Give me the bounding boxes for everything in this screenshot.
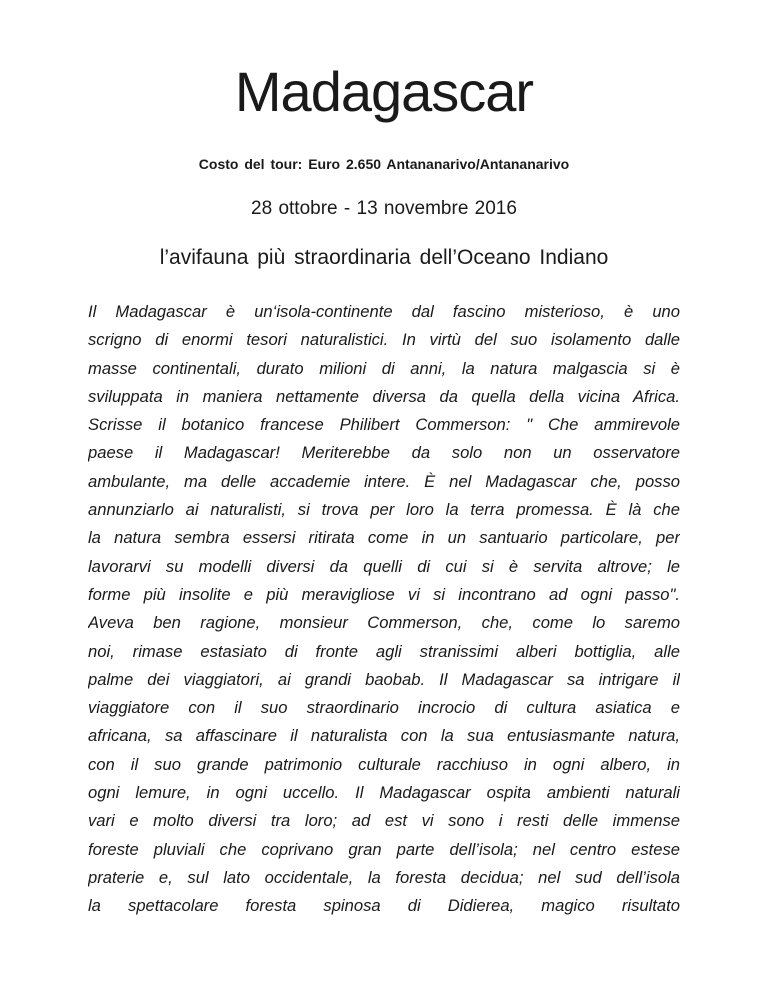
body-line: vari e molto diversi tra loro; ad est vi sono i resti delle immense <box>88 811 680 831</box>
body-line: viaggiatore con il suo straordinario incrocio di cultura asiatica e <box>88 698 680 718</box>
tour-dates: 28 ottobre - 13 novembre 2016 <box>251 198 517 219</box>
body-line: ambulante, ma delle accademie intere. È nel Madagascar che, posso <box>88 471 680 491</box>
body-line: lavorarvi su modelli diversi da quelli di cui si è servita altrove; le <box>88 556 680 576</box>
body-text <box>88 298 680 921</box>
body-line: noi, rimase estasiato di fronte agli stranissimi alberi bottiglia, alle <box>88 641 680 661</box>
body-line: sviluppata in maniera nettamente diversa da quella della vicina Africa. <box>88 386 680 406</box>
body-line: Il Madagascar è un‘isola-continente dal fascino misterioso, è uno <box>88 302 680 321</box>
body-line: forme più insolite e più meravigliose vi si incontrano ad ogni passo". <box>88 584 680 604</box>
body-line: Scrisse il botanico francese Philibert Commerson: " Che ammirevole <box>88 415 680 435</box>
body-line: masse continentali, durato milioni di anni, la natura malgascia si è <box>88 358 680 378</box>
body-line: ogni lemure, in ogni uccello. Il Madagascar ospita ambienti naturali <box>88 783 680 803</box>
body-line: Aveva ben ragione, monsieur Commerson, che, come lo saremo <box>88 613 680 633</box>
body-line: con il suo grande patrimonio culturale racchiuso in ogni albero, in <box>88 754 680 774</box>
tour-subtitle: l’avifauna più straordinaria dell’Oceano Indiano <box>159 246 609 269</box>
body-line: foreste pluviali che coprivano gran parte dell’isola; nel centro estese <box>88 839 680 859</box>
body-line: africana, sa affascinare il naturalista con la sua entusiasmante natura, <box>88 726 680 746</box>
body-line: paese il Madagascar! Meriterebbe da solo non un osservatore <box>88 443 680 463</box>
tour-cost: Costo del tour: Euro 2.650 Antananarivo/Antananarivo <box>198 156 570 172</box>
body-line: palme dei viaggiatori, ai grandi baobab. Il Madagascar sa intrigare il <box>88 669 680 689</box>
page-title: Madagascar <box>234 60 534 123</box>
body-line: la natura sembra essersi ritirata come in un santuario particolare, per <box>88 528 680 548</box>
body-line: annunziarlo ai naturalisti, si trova per loro la terra promessa. È là che <box>88 500 680 520</box>
body-line: praterie e, sul lato occidentale, la foresta decidua; nel sud dell’isola <box>88 867 680 887</box>
body-line: scrigno di enormi tesori naturalistici. In virtù del suo isolamento dalle <box>88 330 680 350</box>
body-line: la spettacolare foresta spinosa di Didierea, magico risultato <box>88 896 680 916</box>
